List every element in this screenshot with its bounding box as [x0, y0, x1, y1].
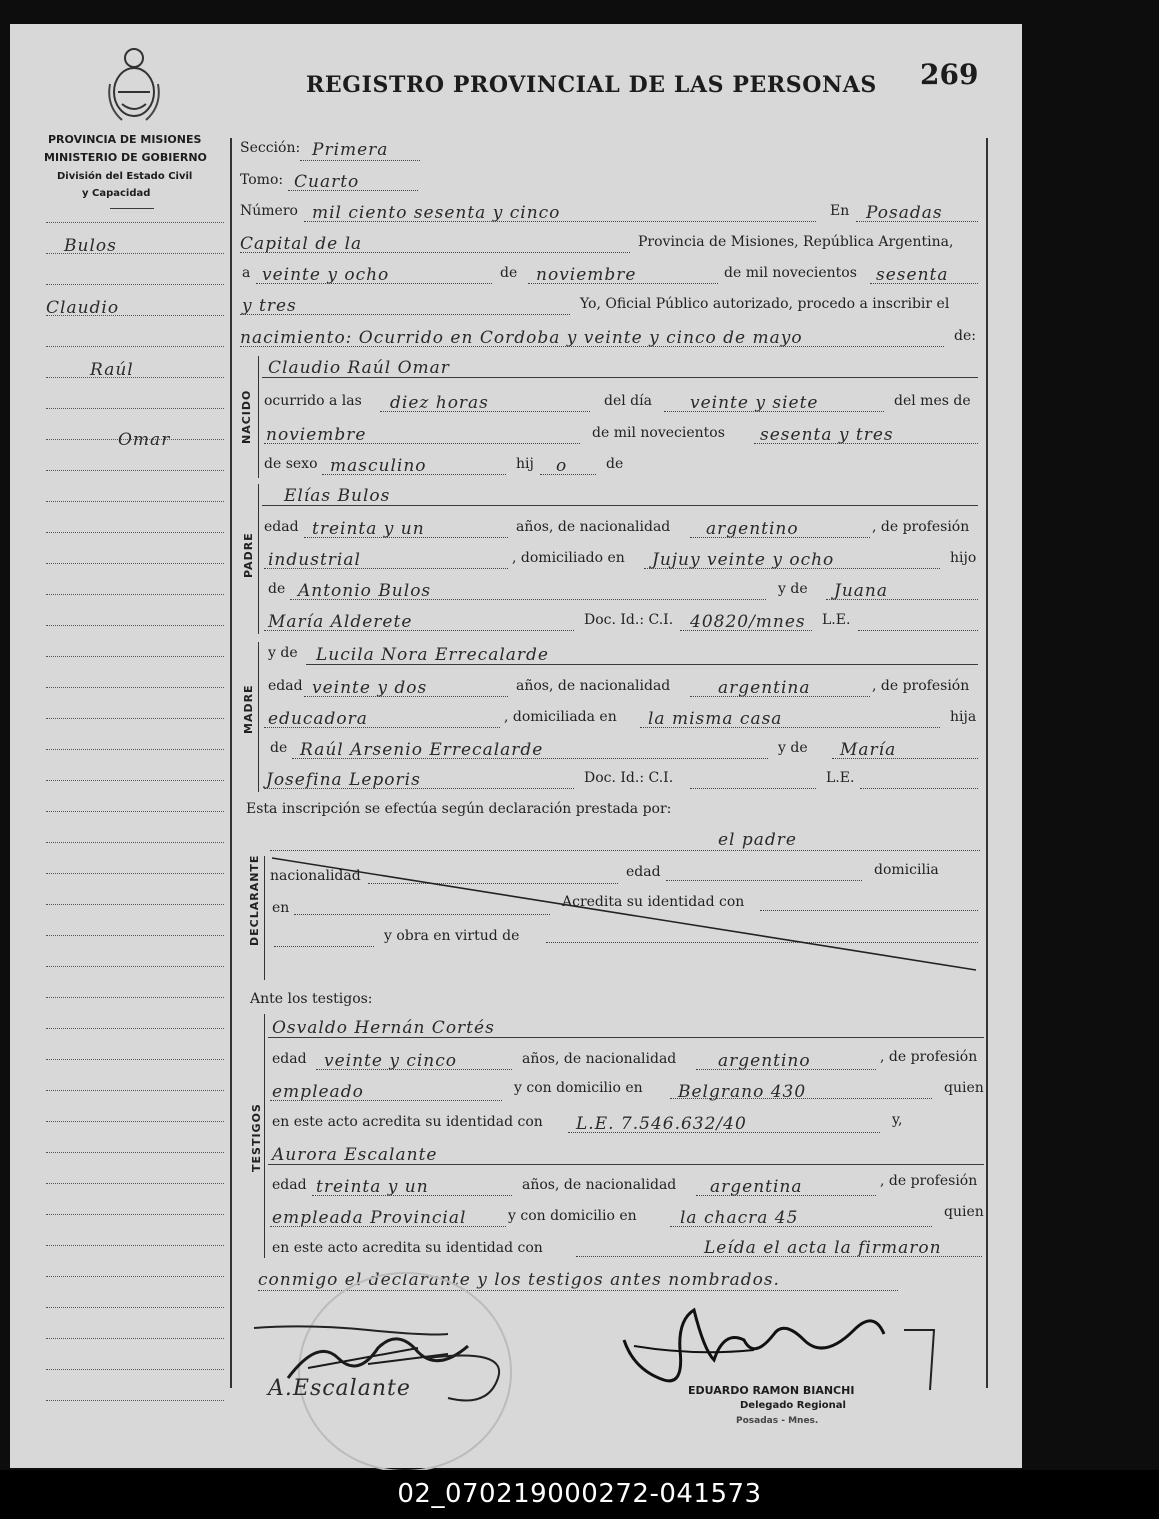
- sexo-line: [322, 474, 506, 475]
- declarante-bracket: [264, 856, 265, 980]
- testigo-1-edad: veinte y cinco: [324, 1051, 458, 1071]
- madre-prof-label: , de profesión: [872, 678, 970, 694]
- padre-dom-label: , domiciliado en: [512, 550, 625, 566]
- padre-doc-line: [680, 630, 812, 631]
- nacido-bracket: [258, 356, 259, 478]
- padre-prof-line: [264, 568, 508, 569]
- a-label: a: [242, 265, 251, 281]
- margin-rule-line: [46, 346, 224, 347]
- margin-given-name-2: Raúl: [90, 360, 134, 380]
- padre-dom-line: [644, 568, 940, 569]
- form-right-border: [986, 138, 988, 1388]
- testigo-2-acredita-label: en este acto acredita su identidad con: [272, 1240, 543, 1256]
- declaracion-por: el padre: [718, 830, 797, 850]
- madre-edad-label: edad: [268, 678, 303, 694]
- testigo-2-quien-label: quien: [944, 1204, 984, 1220]
- page-title: REGISTRO PROVINCIAL DE LAS PERSONAS: [306, 72, 877, 98]
- testigo-2-edad-line: [312, 1195, 512, 1196]
- abuela-materna-b: Josefina Leporis: [266, 770, 421, 790]
- madre-y-de-2-label: y de: [778, 740, 808, 756]
- signature-escalante: A.Escalante: [268, 1376, 411, 1401]
- madre-le-line: [860, 788, 978, 789]
- madre-de-label: de: [270, 740, 288, 756]
- declarante-virtud-label: y obra en virtud de: [384, 928, 520, 944]
- margin-rule-line: [46, 1400, 224, 1401]
- margin-rule-line: [46, 1369, 224, 1370]
- mes-value: noviembre: [536, 265, 637, 285]
- madre-nac-label: años, de nacionalidad: [516, 678, 671, 694]
- testigo-2-nombre: Aurora Escalante: [272, 1145, 438, 1165]
- testigo-1-dom-label: y con domicilio en: [514, 1080, 643, 1096]
- madre-dom-label: , domiciliada en: [504, 709, 617, 725]
- signature-declarante: [248, 1318, 518, 1418]
- sello-cargo: Delegado Regional: [740, 1400, 846, 1411]
- org-line-2: MINISTERIO DE GOBIERNO: [44, 151, 207, 164]
- nacido-mil-label: de mil novecientos: [592, 425, 725, 441]
- abuelo-materno-line: [292, 758, 768, 759]
- nacido-nombre: Claudio Raúl Omar: [268, 358, 450, 378]
- padre-edad-value: treinta y un: [312, 519, 425, 539]
- margin-rule-line: [46, 625, 224, 626]
- margin-rule-line: [46, 1028, 224, 1029]
- testigo-2-prof-line: [270, 1226, 506, 1227]
- padre-nac-label: años, de nacionalidad: [516, 519, 671, 535]
- declarante-edad-label: edad: [626, 864, 661, 880]
- madre-nac-line: [690, 696, 870, 697]
- org-underline: [110, 208, 154, 209]
- abuelo-paterno: Antonio Bulos: [298, 581, 432, 601]
- coat-of-arms-icon: [106, 44, 162, 122]
- padre-edad-line: [304, 537, 508, 538]
- abuela-paterna-b-line: [264, 630, 574, 631]
- madre-nombre-line: [306, 664, 978, 665]
- testigo-2-nac-label: años, de nacionalidad: [522, 1177, 677, 1193]
- madre-prof-line: [264, 727, 500, 728]
- margin-rule-line: [46, 1121, 224, 1122]
- anio-a-value: sesenta: [876, 265, 949, 285]
- nacido-mes-line: [264, 443, 580, 444]
- testigo-2-doc-line: [576, 1256, 982, 1257]
- testigo-2-dom-line: [670, 1226, 932, 1227]
- margin-rule-line: [46, 1090, 224, 1091]
- declarante-nac-label: nacionalidad: [270, 868, 361, 884]
- acto-line: [240, 346, 944, 347]
- ciudad-value: Capital de la: [240, 234, 363, 254]
- tomo-label: Tomo:: [240, 172, 284, 188]
- madre-nombre: Lucila Nora Errecalarde: [316, 645, 549, 665]
- madre-edad-line: [304, 696, 508, 697]
- testigo-1-nombre: Osvaldo Hernán Cortés: [272, 1018, 495, 1038]
- padre-edad-label: edad: [264, 519, 299, 535]
- madre-dom-line: [640, 727, 940, 728]
- margin-rule-line: [46, 501, 224, 502]
- testigo-2-prof-label: , de profesión: [880, 1173, 978, 1189]
- padre-bracket: [258, 484, 259, 634]
- mil-label: de mil novecientos: [724, 265, 857, 281]
- nacido-mes-value: noviembre: [266, 425, 367, 445]
- padre-nombre: Elías Bulos: [284, 486, 391, 506]
- de-label: de: [500, 265, 518, 281]
- padre-doc-label: Doc. Id.: C.I.: [584, 612, 674, 628]
- seccion-line: [300, 160, 420, 161]
- testigos-bracket: [264, 1014, 265, 1258]
- madre-le-label: L.E.: [826, 770, 855, 786]
- margin-surname: Bulos: [64, 236, 117, 256]
- hij-label: hij: [516, 456, 534, 472]
- dia-value: veinte y ocho: [262, 265, 390, 285]
- provincia-label: Provincia de Misiones, República Argentina,: [638, 234, 954, 250]
- testigo-1-dom-line: [670, 1098, 932, 1099]
- margin-rule-line: [46, 656, 224, 657]
- testigo-1-prof: empleado: [272, 1082, 364, 1102]
- padre-prof-label: , de profesión: [872, 519, 970, 535]
- org-line-3: División del Estado Civil: [57, 171, 193, 182]
- nacido-section-label: NACIDO: [240, 389, 253, 444]
- abuelo-paterno-line: [290, 599, 766, 600]
- margin-rule-line: [46, 749, 224, 750]
- mes-line: [528, 283, 718, 284]
- madre-y-de-label: y de: [268, 645, 298, 661]
- margin-rule-line: [46, 1307, 224, 1308]
- nacido-anio-line: [754, 443, 978, 444]
- testigo-1-acredita-label: en este acto acredita su identidad con: [272, 1114, 543, 1130]
- testigos-section-label: TESTIGOS: [250, 1103, 263, 1172]
- padre-prof-value: industrial: [268, 550, 361, 570]
- margin-rule-line: [46, 997, 224, 998]
- testigo-2-dom: la chacra 45: [680, 1208, 799, 1228]
- margin-rule-line: [46, 904, 224, 905]
- tomo-line: [288, 190, 418, 191]
- testigo-2-edad: treinta y un: [316, 1177, 429, 1197]
- scan-identifier-bar: [0, 1470, 1159, 1519]
- abuelo-materno: Raúl Arsenio Errecalarde: [300, 740, 544, 760]
- form-left-border: [230, 138, 232, 1388]
- testigo-1-doc: L.E. 7.546.632/40: [576, 1114, 747, 1134]
- padre-le-line: [858, 630, 978, 631]
- abuela-paterna-a: Juana: [834, 581, 888, 601]
- testigo-1-nombre-line: [268, 1037, 984, 1038]
- dia-line: [256, 283, 492, 284]
- seccion-label: Sección:: [240, 140, 301, 156]
- tomo-value: Cuarto: [294, 172, 360, 192]
- margin-rule-line: [46, 687, 224, 688]
- margin-rule-line: [46, 1214, 224, 1215]
- margin-rule-line: [46, 532, 224, 533]
- testigo-1-doc-line: [568, 1132, 880, 1133]
- del-mes-label: del mes de: [894, 393, 971, 409]
- margin-given-name-1: Claudio: [46, 298, 120, 318]
- nacido-nombre-line: [262, 377, 978, 378]
- abuela-materna-a-line: [832, 758, 978, 759]
- madre-bracket: [258, 642, 259, 792]
- margin-rule-line: [46, 1059, 224, 1060]
- testigo-2-doc: Leída el acta la firmaron: [704, 1238, 942, 1258]
- acto-value: nacimiento: Ocurrido en Cordoba y veinte y cinco de mayo: [240, 328, 803, 348]
- margin-rule-line: [46, 1183, 224, 1184]
- margin-rule-line: [46, 563, 224, 564]
- padre-de-label: de: [268, 581, 286, 597]
- scan-identifier: 02_070219000272-041573: [397, 1479, 762, 1509]
- padre-y-de-label: y de: [778, 581, 808, 597]
- margin-rule-line: [46, 966, 224, 967]
- seccion-value: Primera: [312, 140, 389, 160]
- hij-suffix: o: [556, 456, 568, 476]
- hij-line: [540, 474, 596, 475]
- en-label: En: [830, 203, 850, 219]
- sello-lugar: Posadas - Mnes.: [736, 1416, 819, 1426]
- padre-doc-value: 40820/mnes: [690, 612, 806, 632]
- numero-label: Número: [240, 203, 298, 219]
- margin-rule-line: [46, 1152, 224, 1153]
- sello-nombre: EDUARDO RAMON BIANCHI: [688, 1384, 855, 1397]
- padre-nac-line: [690, 537, 870, 538]
- abuela-materna-a: María: [840, 740, 897, 760]
- testigo-1-edad-label: edad: [272, 1051, 307, 1067]
- testigos-ante-label: Ante los testigos:: [250, 991, 373, 1007]
- padre-nombre-line: [262, 505, 978, 506]
- sexo-label: de sexo: [264, 456, 318, 472]
- padre-section-label: PADRE: [242, 532, 255, 578]
- anio-b-line: [240, 314, 570, 315]
- testigo-1-quien-label: quien: [944, 1080, 984, 1096]
- madre-dom-value: la misma casa: [648, 709, 783, 729]
- declarante-en-label: en: [272, 900, 290, 916]
- padre-le-label: L.E.: [822, 612, 851, 628]
- hora-line: [380, 411, 590, 412]
- margin-rule-line: [46, 873, 224, 874]
- nacido-anio-value: sesenta y tres: [760, 425, 894, 445]
- madre-prof-value: educadora: [268, 709, 368, 729]
- en-value: Posadas: [866, 203, 943, 223]
- testigo-2-dom-label: y con domicilio en: [508, 1208, 637, 1224]
- madre-nac-value: argentina: [718, 678, 811, 698]
- anio-b-value: y tres: [242, 296, 297, 316]
- testigo-2-edad-label: edad: [272, 1177, 307, 1193]
- margin-rule-line: [46, 377, 224, 378]
- del-dia-label: del día: [604, 393, 652, 409]
- testigo-1-nac-line: [696, 1069, 876, 1070]
- testigo-1-dom: Belgrano 430: [678, 1082, 807, 1102]
- de-colon-label: de:: [954, 328, 976, 344]
- declarante-acredita-label: Acredita su identidad con: [562, 894, 745, 910]
- padre-dom-value: Jujuy veinte y ocho: [652, 550, 835, 570]
- folio-number: 269: [920, 58, 979, 91]
- testigo-1-nac: argentino: [718, 1051, 811, 1071]
- madre-hija-label: hija: [950, 709, 977, 725]
- margin-rule-line: [46, 408, 224, 409]
- testigo-1-edad-line: [316, 1069, 512, 1070]
- madre-doc-label: Doc. Id.: C.I.: [584, 770, 674, 786]
- padre-nac-value: argentino: [706, 519, 799, 539]
- ciudad-line: [240, 252, 630, 253]
- margin-rule-line: [46, 470, 224, 471]
- anio-a-line: [870, 283, 978, 284]
- margin-given-name-3: Omar: [118, 430, 171, 450]
- declarante-dom-label: domicilia: [874, 862, 939, 878]
- declarante-strikeout: [268, 854, 980, 974]
- margin-rule-line: [46, 811, 224, 812]
- testigo-2-nombre-line: [268, 1164, 984, 1165]
- numero-line: [304, 221, 816, 222]
- numero-value: mil ciento sesenta y cinco: [312, 203, 561, 223]
- sexo-value: masculino: [330, 456, 427, 476]
- nacido-de-label: de: [606, 456, 624, 472]
- margin-rule-line: [46, 1338, 224, 1339]
- org-line-4: y Capacidad: [82, 188, 151, 199]
- en-line: [856, 221, 978, 222]
- margin-rule-line: [46, 718, 224, 719]
- margin-rule-line: [46, 780, 224, 781]
- oficial-label: Yo, Oficial Público autorizado, procedo a inscribir el: [580, 296, 950, 312]
- padre-hijo-label: hijo: [950, 550, 977, 566]
- org-line-1: PROVINCIA DE MISIONES: [48, 133, 202, 146]
- testigo-2-prof: empleada Provincial: [272, 1208, 467, 1228]
- testigo-1-prof-label: , de profesión: [880, 1049, 978, 1065]
- ocurrido-label: ocurrido a las: [264, 393, 362, 409]
- testigo-2-nac: argentina: [710, 1177, 803, 1197]
- margin-rule-line: [46, 222, 224, 223]
- declaracion-line: [270, 850, 980, 851]
- margin-rule-line: [46, 1245, 224, 1246]
- testigo-1-y-label: y,: [892, 1112, 903, 1128]
- testigo-2-nac-line: [696, 1195, 876, 1196]
- abuela-paterna-a-line: [826, 599, 978, 600]
- madre-section-label: MADRE: [242, 684, 255, 734]
- madre-doc-line: [690, 788, 816, 789]
- nacido-dia-value: veinte y siete: [690, 393, 819, 413]
- testigo-1-nac-label: años, de nacionalidad: [522, 1051, 677, 1067]
- declaracion-label: Esta inscripción se efectúa según declaración prestada por:: [246, 801, 672, 817]
- abuela-paterna-b: María Alderete: [268, 612, 413, 632]
- nacido-dia-line: [664, 411, 884, 412]
- margin-rule-line: [46, 1276, 224, 1277]
- abuela-materna-b-line: [264, 788, 574, 789]
- margin-rule-line: [46, 842, 224, 843]
- declarante-section-label: DECLARANTE: [248, 854, 261, 946]
- margin-rule-line: [46, 935, 224, 936]
- margin-rule-line: [46, 284, 224, 285]
- madre-edad-value: veinte y dos: [312, 678, 428, 698]
- cierre-text: conmigo el declarante y los testigos antes nombrados.: [258, 1270, 780, 1290]
- margin-rule-line: [46, 594, 224, 595]
- hora-value: diez horas: [390, 393, 489, 413]
- testigo-1-prof-line: [270, 1100, 502, 1101]
